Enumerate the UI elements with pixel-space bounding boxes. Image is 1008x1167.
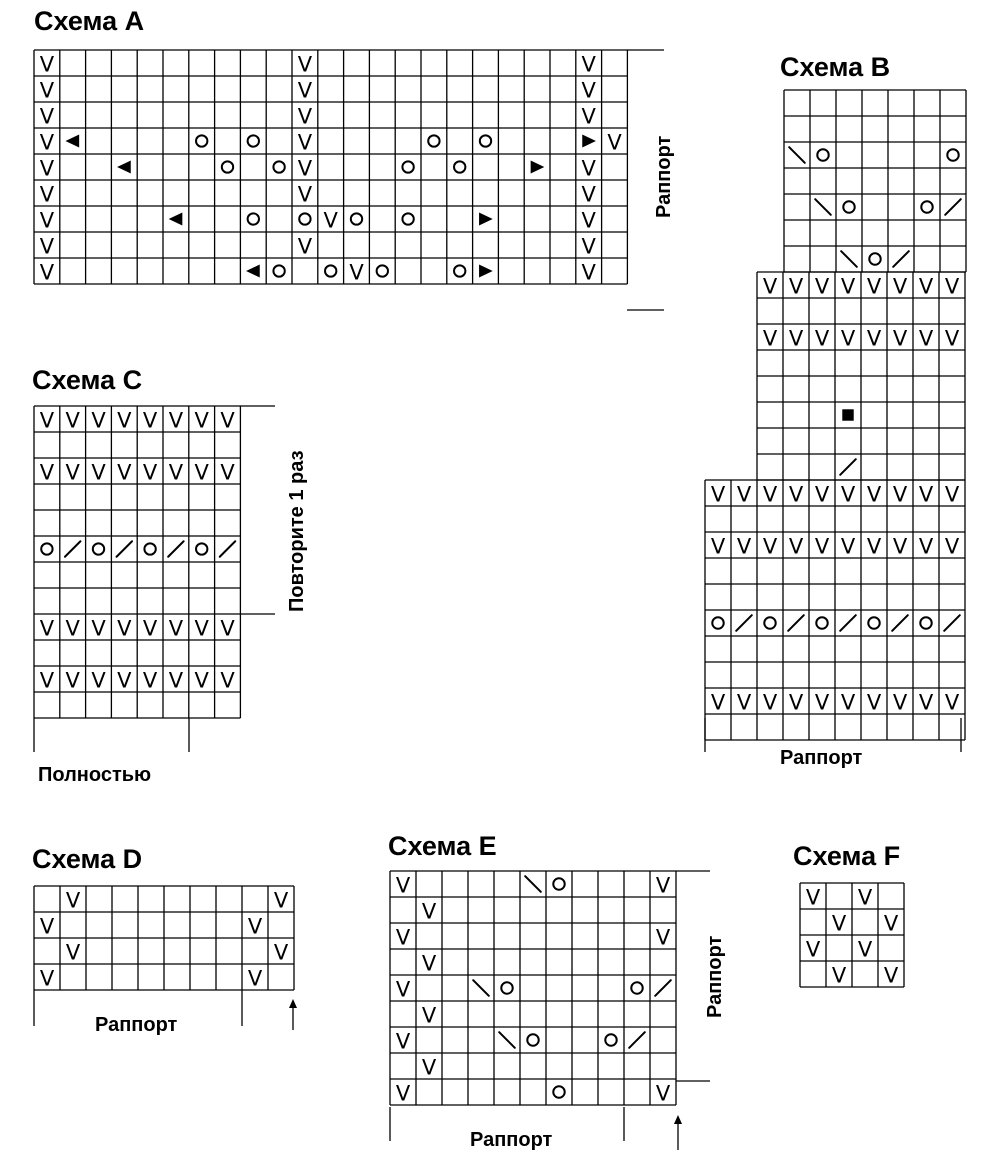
chart-e-ssk-symbol (473, 980, 489, 996)
chart-a-v-symbol: V (39, 130, 55, 155)
chart-a-v-symbol: V (323, 208, 338, 233)
chart-f-v-symbol: V (805, 937, 821, 962)
chart-b-block-2-v-symbol: V (866, 326, 882, 351)
chart-b-block-2-square-symbol (842, 409, 853, 420)
chart-c-yarn-over-symbol (144, 543, 155, 554)
chart-b-repeat-label: Раппорт (780, 747, 863, 769)
chart-e-ssk-symbol (499, 1032, 515, 1048)
chart-a-left-triangle-symbol (65, 135, 79, 148)
chart-b-block-2-v-symbol: V (814, 274, 830, 299)
chart-a-v-symbol: V (581, 234, 596, 259)
chart-b-block-3-v-symbol: V (710, 534, 726, 559)
chart-b-block-1-k2tog-symbol (893, 251, 909, 267)
chart-b-block-2-v-symbol: V (918, 274, 934, 299)
chart-e-yarn-over-symbol (553, 878, 564, 889)
chart-b-block-3-k2tog-symbol (840, 615, 856, 631)
chart-d-title: Схема D (32, 844, 143, 874)
chart-b-block-3-v-symbol: V (814, 482, 830, 507)
chart-a-v-symbol: V (39, 156, 55, 181)
chart-b-block-2-v-symbol: V (892, 274, 908, 299)
chart-e-v-symbol: V (395, 873, 411, 898)
chart-b-block-3-k2tog-symbol (892, 615, 908, 631)
chart-c-v-symbol: V (39, 616, 55, 641)
chart-c-v-symbol: V (194, 668, 209, 693)
chart-c-yarn-over-symbol (196, 543, 207, 554)
chart-d-v-symbol: V (247, 966, 263, 991)
chart-b-block-2-v-symbol: V (762, 274, 778, 299)
chart-b-block-3-v-symbol: V (788, 534, 804, 559)
chart-a-v-symbol: V (581, 182, 596, 207)
chart-b-block-1-ssk-symbol (841, 251, 857, 267)
chart-a-yarn-over-symbol (351, 213, 362, 224)
chart-e-v-symbol: V (421, 951, 437, 976)
chart-e-yarn-over-symbol (501, 982, 512, 993)
chart-a-v-symbol: V (297, 104, 313, 129)
chart-e-v-symbol: V (421, 1055, 437, 1080)
chart-c-v-symbol: V (142, 668, 158, 693)
chart-b-block-3-yarn-over-symbol (816, 617, 827, 628)
chart-b-block-1-k2tog-symbol (945, 199, 961, 215)
chart-a-v-symbol: V (581, 260, 596, 285)
chart-b-block-3-v-symbol: V (944, 690, 960, 715)
chart-e-repeat-label-bottom: Раппорт (470, 1129, 553, 1151)
chart-b-block-1-yarn-over-symbol (843, 201, 854, 212)
chart-b-block-1-ssk-symbol (789, 147, 805, 163)
chart-c-v-symbol: V (39, 668, 55, 693)
chart-b-block-1-ssk-symbol (815, 199, 831, 215)
chart-a-v-symbol: V (39, 104, 55, 129)
chart-b-block-3-yarn-over-symbol (712, 617, 723, 628)
chart-c-v-symbol: V (65, 408, 80, 433)
chart-a-v-symbol: V (581, 156, 596, 181)
chart-b-block-3-v-symbol: V (892, 534, 908, 559)
chart-a-repeat-label: Раппорт (653, 135, 675, 218)
chart-a-yarn-over-symbol (428, 135, 439, 146)
chart-c-k2tog-symbol (117, 541, 132, 556)
chart-b-block-3-v-symbol: V (814, 690, 830, 715)
chart-e-arrow-head (674, 1115, 682, 1124)
chart-c-v-symbol: V (65, 616, 80, 641)
chart-b-block-2-k2tog-symbol (840, 459, 856, 475)
chart-e-k2tog-symbol (629, 1032, 645, 1048)
chart-a-yarn-over-symbol (273, 265, 284, 276)
chart-a-v-symbol: V (297, 130, 313, 155)
chart-a-left-triangle-symbol (169, 213, 183, 226)
chart-c-v-symbol: V (194, 460, 209, 485)
chart-e-yarn-over-symbol (553, 1086, 564, 1097)
chart-c-v-symbol: V (91, 668, 106, 693)
chart-a-yarn-over-symbol (248, 213, 259, 224)
chart-b-block-3-v-symbol: V (814, 534, 830, 559)
chart-c-v-symbol: V (91, 460, 106, 485)
chart-b-block-3-yarn-over-symbol (920, 617, 931, 628)
chart-a-v-symbol: V (297, 52, 313, 77)
chart-c-v-symbol: V (194, 616, 209, 641)
chart-a-right-triangle-symbol (582, 135, 596, 148)
chart-e-yarn-over-symbol (527, 1034, 538, 1045)
chart-b-block-3-v-symbol: V (866, 482, 882, 507)
chart-c-v-symbol: V (117, 460, 132, 485)
chart-b-block-3-k2tog-symbol (788, 615, 804, 631)
chart-e-v-symbol: V (395, 1081, 411, 1106)
chart-a-right-triangle-symbol (531, 161, 545, 174)
chart-b-block-1-yarn-over-symbol (817, 149, 828, 160)
chart-e-title: Схема E (388, 831, 497, 861)
chart-c-v-symbol: V (117, 408, 132, 433)
chart-f-v-symbol: V (831, 963, 847, 988)
chart-b-block-2-v-symbol: V (814, 326, 830, 351)
chart-c-k2tog-symbol (220, 541, 235, 556)
chart-c-v-symbol: V (39, 460, 55, 485)
chart-c-v-symbol: V (168, 408, 184, 433)
chart-a-v-symbol: V (297, 78, 313, 103)
chart-b-block-3-v-symbol: V (736, 482, 752, 507)
chart-a-v-symbol: V (581, 208, 596, 233)
chart-b-block-3-yarn-over-symbol (868, 617, 879, 628)
chart-d-v-symbol: V (39, 966, 55, 991)
chart-e-yarn-over-symbol (605, 1034, 616, 1045)
chart-a-left-triangle-symbol (246, 265, 260, 278)
chart-b-block-2-v-symbol: V (840, 274, 856, 299)
chart-c-repeat-label: Повторите 1 раз (286, 450, 308, 612)
chart-f-v-symbol: V (857, 885, 873, 910)
chart-a-v-symbol: V (349, 260, 364, 285)
chart-a-v-symbol: V (39, 234, 55, 259)
chart-a-v-symbol: V (581, 78, 596, 103)
chart-b-block-1-yarn-over-symbol (869, 253, 880, 264)
chart-d-v-symbol: V (273, 940, 289, 965)
chart-b-block-3-v-symbol: V (736, 690, 752, 715)
chart-b-block-2-v-symbol: V (918, 326, 934, 351)
chart-d-v-symbol: V (39, 914, 55, 939)
chart-b-block-3-v-symbol: V (736, 534, 752, 559)
chart-b-block-3-yarn-over-symbol (764, 617, 775, 628)
chart-a-yarn-over-symbol (325, 265, 336, 276)
chart-b-block-3-k2tog-symbol (736, 615, 752, 631)
chart-b-block-3-v-symbol: V (918, 482, 934, 507)
chart-a-yarn-over-symbol (273, 161, 284, 172)
chart-e-v-symbol: V (655, 925, 671, 950)
chart-d-v-symbol: V (247, 914, 263, 939)
chart-c-v-symbol: V (220, 668, 235, 693)
chart-e-v-symbol: V (395, 1029, 411, 1054)
chart-a-yarn-over-symbol (196, 135, 207, 146)
chart-c-v-symbol: V (65, 668, 80, 693)
chart-a-yarn-over-symbol (222, 161, 233, 172)
chart-b-block-2-v-symbol: V (944, 274, 960, 299)
chart-a-yarn-over-symbol (402, 213, 413, 224)
chart-a-yarn-over-symbol (299, 213, 310, 224)
chart-c-k2tog-symbol (65, 541, 80, 556)
chart-c-v-symbol: V (142, 460, 158, 485)
chart-e-v-symbol: V (421, 899, 437, 924)
chart-e-v-symbol: V (655, 873, 671, 898)
chart-a-yarn-over-symbol (402, 161, 413, 172)
chart-a-v-symbol: V (297, 234, 313, 259)
chart-e-yarn-over-symbol (631, 982, 642, 993)
chart-b-block-3-v-symbol: V (892, 690, 908, 715)
chart-b-block-3-v-symbol: V (840, 482, 856, 507)
chart-d-v-symbol: V (273, 888, 289, 913)
chart-d-arrow-head (289, 999, 297, 1008)
chart-a-left-triangle-symbol (117, 161, 131, 174)
chart-a-v-symbol: V (581, 52, 596, 77)
chart-a-right-triangle-symbol (479, 213, 493, 226)
chart-b-block-3-v-symbol: V (788, 482, 804, 507)
chart-b-block-3-v-symbol: V (918, 690, 934, 715)
chart-e-ssk-symbol (525, 876, 541, 892)
chart-f-v-symbol: V (857, 937, 873, 962)
chart-c-v-symbol: V (220, 408, 235, 433)
chart-b-block-3-v-symbol: V (762, 690, 778, 715)
chart-c-v-symbol: V (142, 408, 158, 433)
chart-e-v-symbol: V (421, 1003, 437, 1028)
chart-b-block-3-v-symbol: V (762, 534, 778, 559)
chart-d-v-symbol: V (65, 940, 81, 965)
chart-b-block-3-v-symbol: V (944, 534, 960, 559)
chart-b-block-3-v-symbol: V (710, 690, 726, 715)
chart-b-block-2-v-symbol: V (788, 326, 804, 351)
chart-f-v-symbol: V (805, 885, 821, 910)
chart-b-block-2-v-symbol: V (840, 326, 856, 351)
chart-b-block-3-v-symbol: V (710, 482, 726, 507)
chart-b-block-3-v-symbol: V (762, 482, 778, 507)
chart-a-title: Схема A (34, 6, 145, 36)
chart-f-v-symbol: V (883, 911, 899, 936)
chart-c-v-symbol: V (91, 408, 106, 433)
chart-e-repeat-label-right: Раппорт (704, 935, 726, 1018)
chart-a-yarn-over-symbol (480, 135, 491, 146)
chart-b-block-2-v-symbol: V (762, 326, 778, 351)
chart-b-block-3-v-symbol: V (788, 690, 804, 715)
chart-e-v-symbol: V (395, 977, 411, 1002)
chart-d-repeat-label: Раппорт (95, 1014, 178, 1036)
chart-a-v-symbol: V (581, 104, 596, 129)
chart-c-v-symbol: V (142, 616, 158, 641)
chart-b-block-3-v-symbol: V (840, 690, 856, 715)
chart-a-v-symbol: V (297, 156, 313, 181)
chart-a-v-symbol: V (39, 78, 55, 103)
chart-b-block-3-v-symbol: V (918, 534, 934, 559)
chart-c-v-symbol: V (91, 616, 106, 641)
chart-b-block-1-yarn-over-symbol (947, 149, 958, 160)
chart-c-yarn-over-symbol (41, 543, 52, 554)
chart-a-v-symbol: V (39, 182, 55, 207)
chart-b-block-3-v-symbol: V (866, 690, 882, 715)
chart-b-title: Схема B (780, 52, 891, 82)
chart-c-k2tog-symbol (168, 541, 183, 556)
chart-c-v-symbol: V (220, 616, 235, 641)
chart-b-block-2-v-symbol: V (866, 274, 882, 299)
chart-f-v-symbol: V (883, 963, 899, 988)
chart-a-v-symbol: V (39, 52, 55, 77)
chart-b-block-3-v-symbol: V (944, 482, 960, 507)
chart-b-block-2-v-symbol: V (944, 326, 960, 351)
chart-c-v-symbol: V (39, 408, 55, 433)
chart-b-block-3-k2tog-symbol (944, 615, 960, 631)
chart-d-v-symbol: V (65, 888, 81, 913)
chart-a-v-symbol: V (297, 182, 313, 207)
chart-c-bottom-label: Полностью (38, 764, 152, 786)
chart-a-yarn-over-symbol (454, 161, 465, 172)
chart-b-block-3-v-symbol: V (892, 482, 908, 507)
chart-a-yarn-over-symbol (454, 265, 465, 276)
chart-c-v-symbol: V (220, 460, 235, 485)
chart-e-k2tog-symbol (655, 980, 671, 996)
chart-b-block-2-v-symbol: V (892, 326, 908, 351)
chart-c-v-symbol: V (168, 668, 184, 693)
chart-a-v-symbol: V (39, 260, 55, 285)
chart-e-v-symbol: V (655, 1081, 671, 1106)
chart-a-v-symbol: V (39, 208, 55, 233)
chart-c-title: Схема C (32, 365, 143, 395)
chart-a-right-triangle-symbol (479, 265, 493, 278)
chart-a-yarn-over-symbol (377, 265, 388, 276)
chart-c-v-symbol: V (168, 460, 184, 485)
chart-b-block-3-v-symbol: V (840, 534, 856, 559)
chart-c-v-symbol: V (168, 616, 184, 641)
chart-f-v-symbol: V (831, 911, 847, 936)
chart-a-v-symbol: V (607, 130, 622, 155)
chart-b-block-3-v-symbol: V (866, 534, 882, 559)
chart-b-block-2-v-symbol: V (788, 274, 804, 299)
chart-c-v-symbol: V (117, 668, 132, 693)
chart-a-yarn-over-symbol (248, 135, 259, 146)
chart-c-yarn-over-symbol (93, 543, 104, 554)
chart-b-block-1-yarn-over-symbol (921, 201, 932, 212)
chart-c-v-symbol: V (65, 460, 80, 485)
chart-f-title: Схема F (793, 841, 901, 871)
chart-e-v-symbol: V (395, 925, 411, 950)
chart-c-v-symbol: V (117, 616, 132, 641)
chart-c-v-symbol: V (194, 408, 209, 433)
